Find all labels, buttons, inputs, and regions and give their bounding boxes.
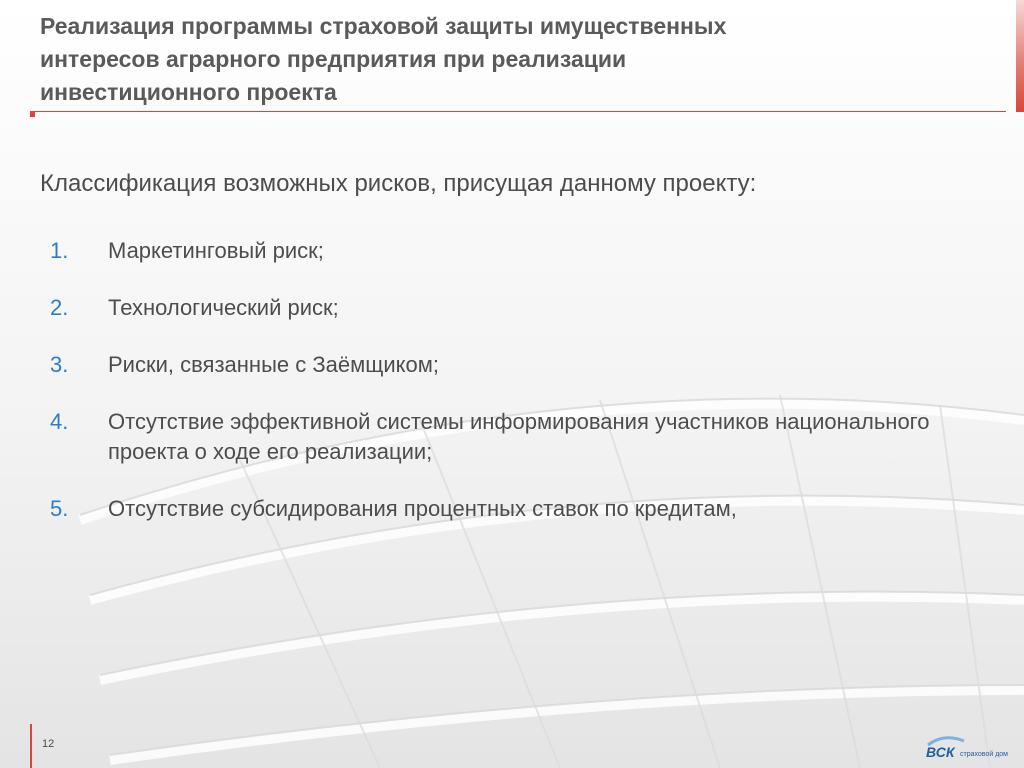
intro-text: Классификация возможных рисков, присущая данному проекту: bbox=[40, 170, 757, 197]
footer-accent-bar bbox=[30, 724, 32, 768]
list-number: 2. bbox=[50, 295, 69, 320]
logo-tagline: страховой дом bbox=[960, 751, 1008, 758]
list-item-text: Технологический риск; bbox=[108, 295, 339, 320]
logo-mark: ВСК bbox=[926, 744, 955, 760]
list-number: 3. bbox=[50, 352, 69, 377]
slide-title: Реализация программы страховой защиты имущественных интересов аграрного предприятия при реализации инвестиционного проекта bbox=[40, 13, 727, 105]
list-item bbox=[50, 236, 970, 266]
list-item-text: Отсутствие эффективной системы информирования участников национального проекта о ходе его реализации; bbox=[108, 409, 930, 464]
title-underline bbox=[30, 111, 1006, 112]
list-item-text: Риски, связанные с Заёмщиком; bbox=[108, 352, 439, 377]
list-number: 5. bbox=[50, 496, 69, 521]
list-number: 1. bbox=[50, 238, 69, 263]
list-item-text: Маркетинговый риск; bbox=[108, 238, 324, 263]
page-number: 12 bbox=[42, 738, 55, 750]
list-item bbox=[50, 494, 970, 524]
list-item bbox=[50, 293, 970, 323]
right-edge-accent bbox=[1016, 0, 1024, 112]
list-item bbox=[50, 407, 970, 467]
list-item-text: Отсутствие субсидирования процентных ставок по кредитам, bbox=[108, 496, 737, 521]
vsk-logo bbox=[924, 733, 1020, 761]
title-underline-marker bbox=[30, 111, 35, 117]
risk-list bbox=[50, 236, 970, 551]
list-item bbox=[50, 350, 970, 380]
list-number: 4. bbox=[50, 409, 69, 434]
